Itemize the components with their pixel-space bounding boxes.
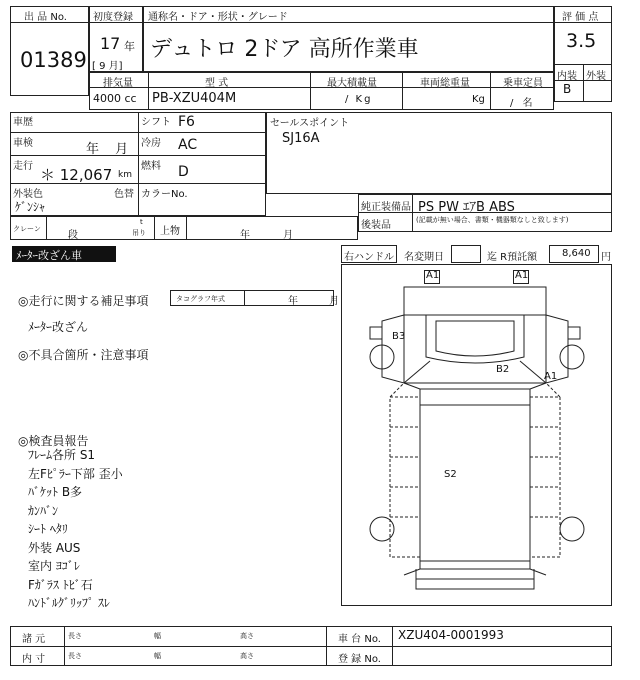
interior-dims-label: 内 寸 <box>22 654 46 665</box>
first-reg-label: 初度登録 <box>93 12 133 23</box>
supplement-text: ﾒｰﾀｰ改ざん <box>28 320 89 334</box>
mark-s2: S2 <box>444 469 457 480</box>
mark-b2: B2 <box>496 364 510 375</box>
displacement-label: 排気量 <box>103 78 133 89</box>
tampered-meter-text: ﾒｰﾀｰ改ざん車 <box>16 249 82 262</box>
report-line: ｶﾝﾊﾞﾝ <box>28 503 59 518</box>
dims-height-label: 高さ <box>240 632 254 640</box>
mileage-value: ＊ 12,067 <box>40 166 113 184</box>
supplement-title: ◎走行に関する補足事項 <box>18 294 149 308</box>
color-change-label: 色替 <box>114 189 134 200</box>
crane-label: クレーン <box>13 225 41 233</box>
max-load: / Kg <box>345 94 373 105</box>
sales-point-value: SJ16A <box>282 131 320 146</box>
crane-row <box>10 216 358 240</box>
interior-grade-label: 内装 <box>557 71 577 82</box>
r-amount: 8,640 <box>562 248 591 259</box>
report-line: 左Fﾋﾟﾗｰ下部 歪小 <box>28 466 123 481</box>
color-no-label: カラーNo. <box>141 189 188 200</box>
inspection-label: 車検 <box>13 138 33 149</box>
report-line: ｼｰﾄ ﾍﾀﾘ <box>28 522 68 536</box>
report-line: 外装 AUS <box>28 540 81 555</box>
name-change-label: 名変期日 <box>404 252 444 263</box>
mileage-label: 走行 <box>13 161 33 172</box>
reg-year-unit: 年 <box>124 40 135 53</box>
aftermarket-label: 後装品 <box>361 220 391 231</box>
report-line: ﾊﾝﾄﾞﾙｸﾞﾘｯﾌﾟ ｽﾚ <box>28 596 110 610</box>
r-unit: 円 <box>601 252 611 263</box>
shift-label: シフト <box>141 117 171 128</box>
lot-label: 出 品 No. <box>24 12 67 23</box>
gross-weight-label: 車両総重量 <box>420 78 470 89</box>
equipment-value: PS PW ｴｱB ABS <box>418 200 515 215</box>
history-label: 車歴 <box>13 117 33 128</box>
fuel-value: D <box>178 164 189 180</box>
dims-length-label: 長さ <box>68 632 82 640</box>
chassis-number: XZU404-0001993 <box>398 628 504 642</box>
dims-width-label: 幅 <box>154 632 161 640</box>
crane-tons: t <box>140 218 143 226</box>
crane-value: 段 <box>68 230 78 241</box>
name-change-date-box <box>451 245 481 263</box>
mark-a1-left: A1 <box>426 270 440 281</box>
vehicle-name-label: 通称名・ドア・形状・グレード <box>148 12 288 23</box>
ext-color-value: ｹﾞﾝｼｬ <box>15 200 46 214</box>
interior-width-label: 幅 <box>154 652 161 660</box>
report-line: ﾌﾚｰﾑ各所 S1 <box>28 448 96 462</box>
mark-a1-side: A1 <box>544 371 558 382</box>
aftermarket-note: (記載が無い場合、書類・機器類なしと致します) <box>416 216 569 224</box>
chassis-label: 車 台 No. <box>338 634 381 645</box>
capacity-label: 乗車定員 <box>503 78 543 89</box>
report-line: ﾊﾞｹｯﾄ B多 <box>28 485 83 499</box>
equipment-label: 純正装備品 <box>361 202 411 213</box>
mark-b3: B3 <box>392 331 406 342</box>
mark-a1-right: A1 <box>515 270 529 281</box>
report-line: Fｶﾞﾗｽ ﾄﾋﾞ石 <box>28 577 93 592</box>
crane-lift: 吊り <box>132 229 146 237</box>
dims-label: 諸 元 <box>22 634 46 645</box>
capacity: / 名 <box>510 98 536 109</box>
registration-label: 登 録 No. <box>338 654 381 665</box>
tachograph-label: タコグラフ年式 <box>176 295 225 303</box>
model-label: 型 式 <box>205 78 229 89</box>
upper-value: 年 月 <box>240 230 294 241</box>
model-code: PB-XZU404M <box>152 91 237 106</box>
mileage-unit: km <box>118 170 132 180</box>
rating-value: 3.5 <box>566 30 597 52</box>
shift-value: F6 <box>178 114 195 130</box>
ext-color-label: 外装色 <box>13 189 43 200</box>
lot-number: 01389 <box>20 48 87 72</box>
ac-value: AC <box>178 137 198 153</box>
inspection-value: 年 月 <box>86 142 129 157</box>
r-expiry-label: 迄 R預託額 <box>487 252 538 263</box>
reg-year: 17 <box>100 34 121 53</box>
inspector-title: ◎検査員報告 <box>18 434 89 448</box>
sales-point-label: セールスポイント <box>270 118 350 129</box>
displacement: 4000 cc <box>93 92 137 105</box>
fuel-label: 燃料 <box>141 161 161 172</box>
truck-outline <box>342 265 613 607</box>
inspector-report <box>28 446 123 613</box>
upper-label: 上物 <box>160 226 180 237</box>
interior-grade: B <box>563 82 572 96</box>
tachograph-value: 年 月 <box>288 296 340 307</box>
report-line: 室内 ﾖｺﾞﾚ <box>28 559 80 573</box>
max-load-label: 最大積載量 <box>327 78 377 89</box>
ac-label: 冷房 <box>141 138 161 149</box>
damage-diagram <box>341 264 612 606</box>
gross-weight: Kg <box>472 94 485 105</box>
right-hand-label: 右ハンドル <box>344 252 394 263</box>
exterior-grade-label: 外装 <box>586 71 606 82</box>
interior-height-label: 高さ <box>240 652 254 660</box>
rating-label: 評 価 点 <box>562 12 599 23</box>
interior-length-label: 長さ <box>68 652 82 660</box>
defects-title: ◎不具合箇所・注意事項 <box>18 348 149 362</box>
vehicle-name: デュトロ 2ドア 高所作業車 <box>150 37 419 62</box>
reg-month: [ 9 月] <box>92 61 123 72</box>
